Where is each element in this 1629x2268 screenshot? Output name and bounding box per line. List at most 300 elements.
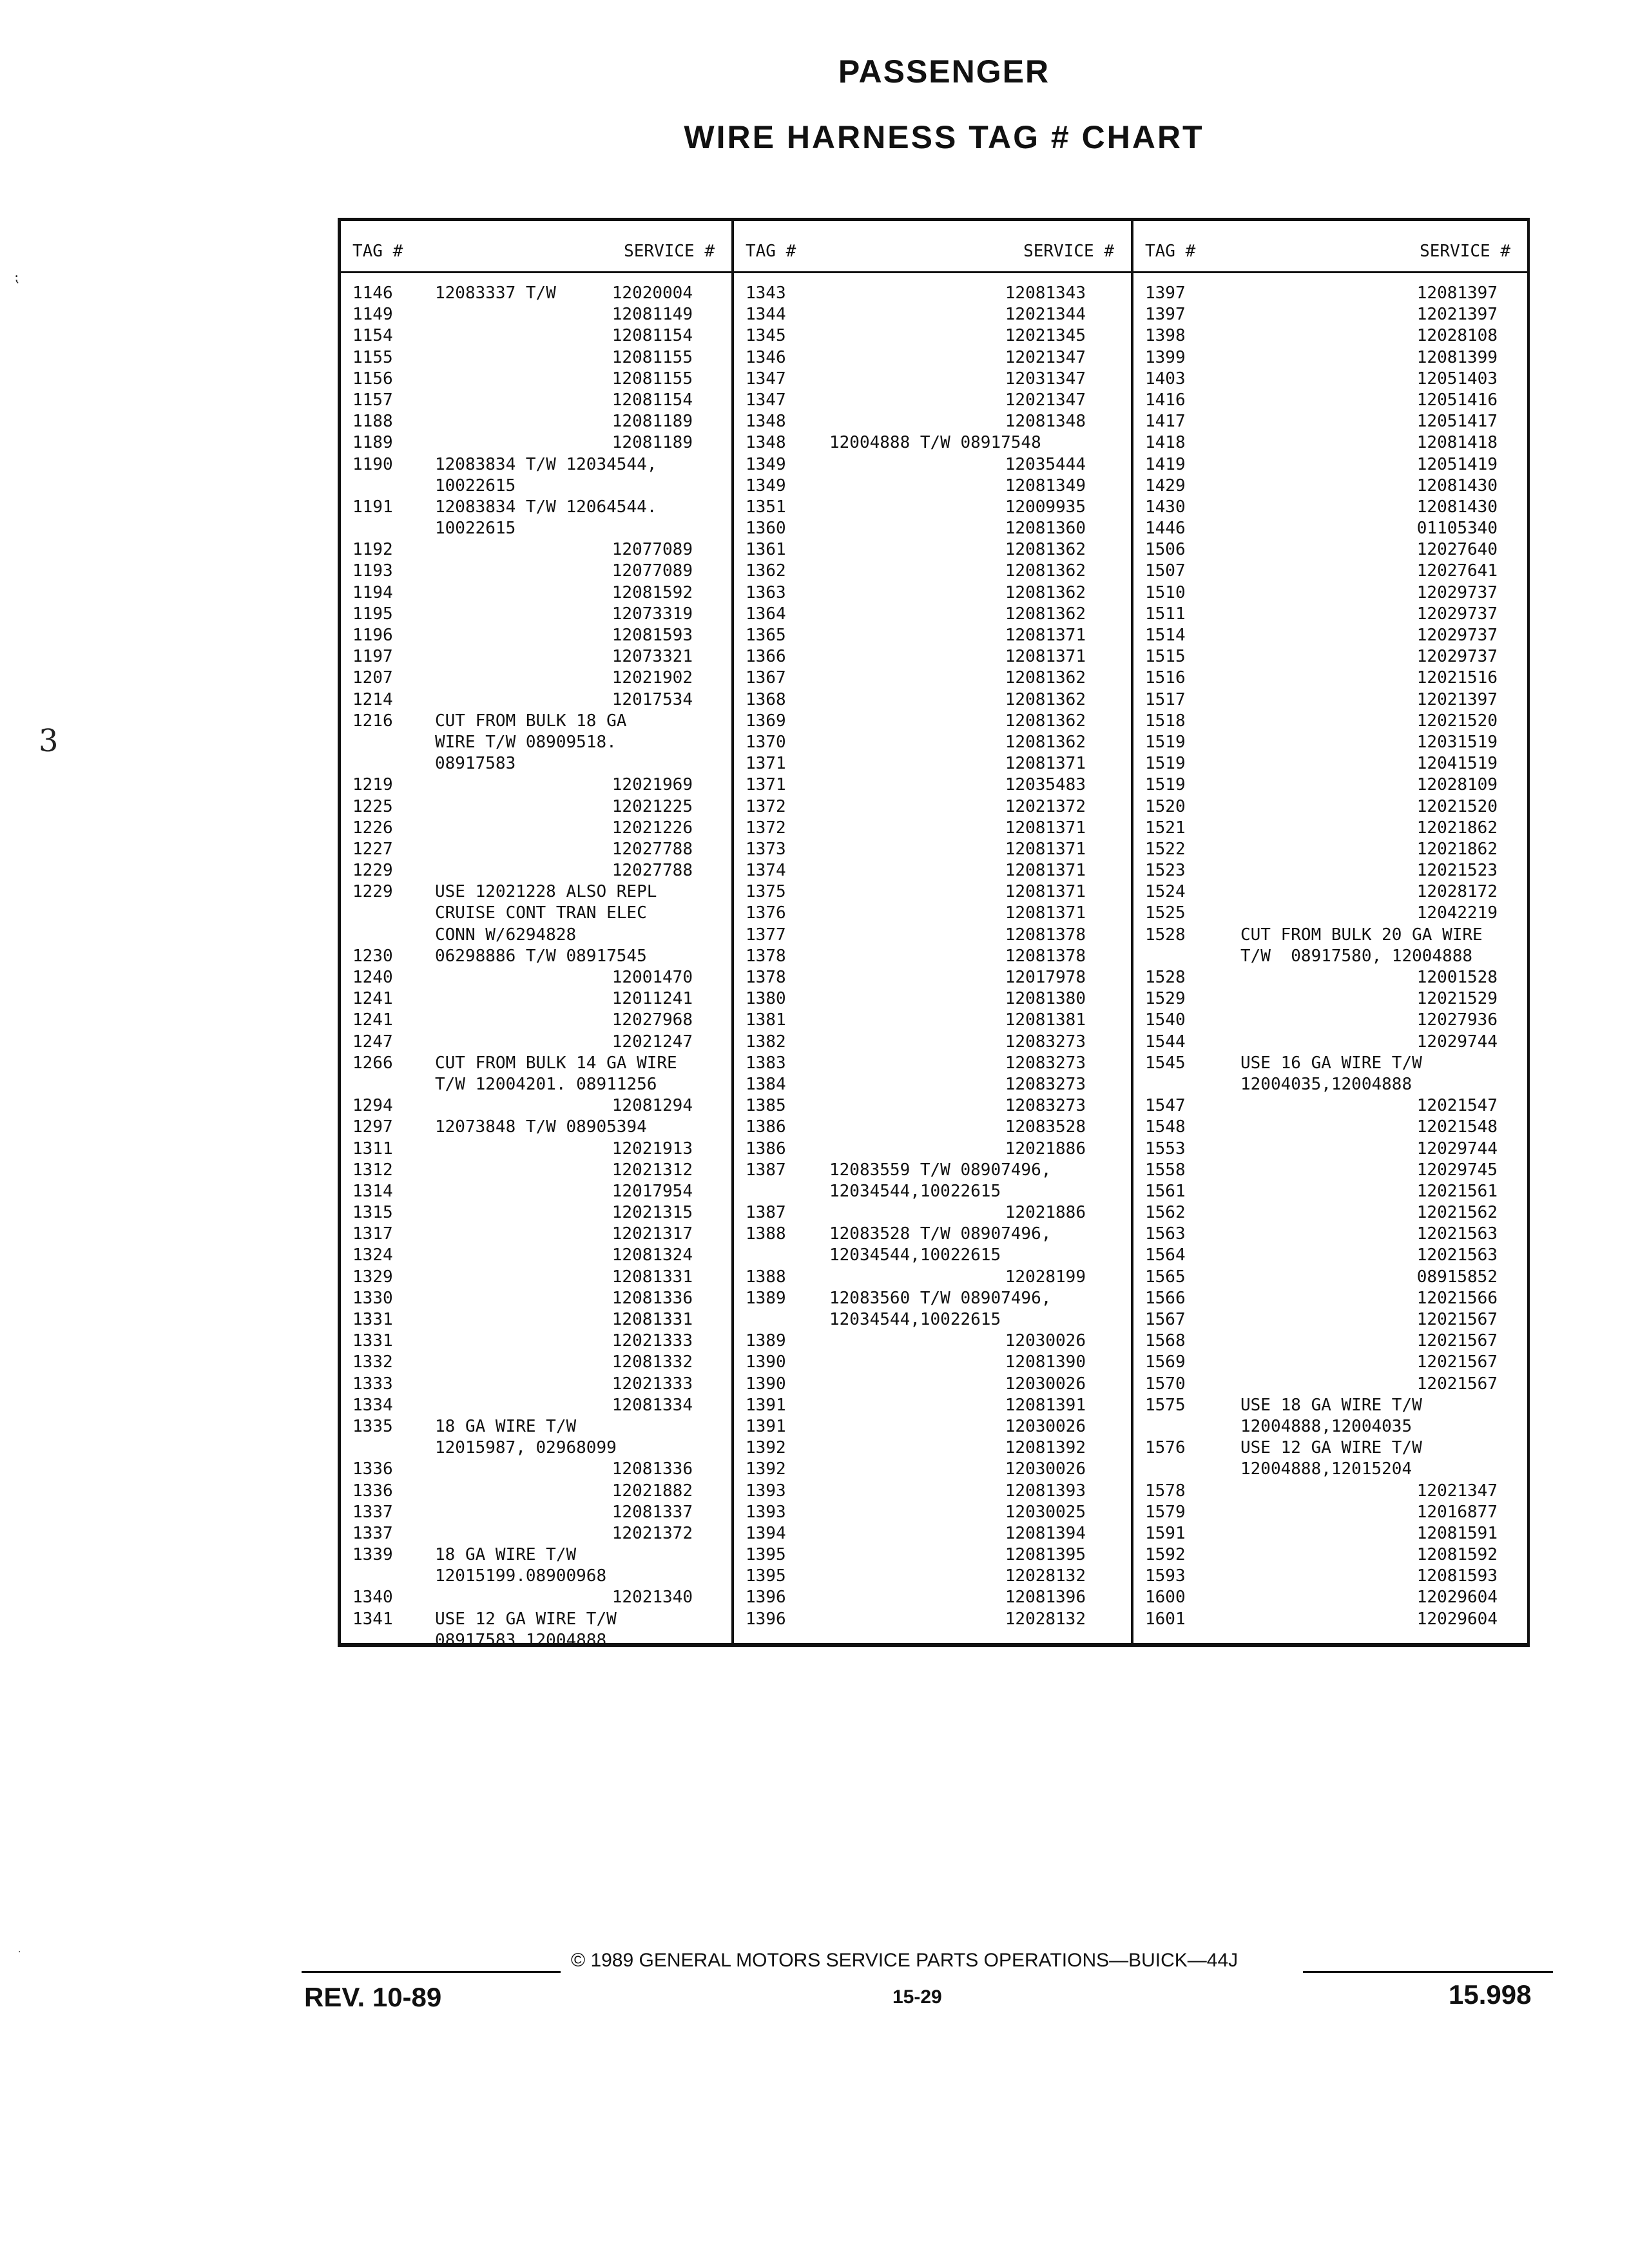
service-number: 12017534 [612, 689, 693, 709]
tag-number: 1367 [746, 668, 786, 688]
service-description: CUT FROM BULK 14 GA WIRE [435, 1053, 677, 1073]
table-row [341, 1630, 731, 1651]
service-number: 12021562 [1416, 1203, 1498, 1223]
tag-number: 1372 [746, 818, 786, 838]
table-row [341, 1095, 731, 1117]
service-number: 12021347 [1005, 390, 1086, 410]
service-number: 12077089 [612, 561, 693, 581]
tag-number: 1156 [352, 369, 393, 389]
tag-number: 1515 [1145, 647, 1186, 667]
table-row [341, 347, 731, 369]
table-row [1133, 1566, 1527, 1587]
tag-number: 1564 [1145, 1245, 1186, 1265]
service-description: 12034544,10022615 [829, 1181, 1001, 1201]
tag-number: 1389 [746, 1288, 786, 1308]
service-number: 12083273 [1005, 1032, 1086, 1052]
table-row [341, 1587, 731, 1608]
service-number: 12021225 [612, 796, 693, 816]
table-row [1133, 582, 1527, 604]
service-number: 12081343 [1005, 284, 1086, 303]
service-number: 12021372 [612, 1523, 693, 1543]
table-row [1133, 1224, 1527, 1245]
tag-number: 1190 [352, 454, 393, 474]
table-row [734, 1502, 1131, 1523]
tag-number: 1568 [1145, 1331, 1186, 1351]
tag-number: 1225 [352, 796, 393, 816]
service-number: 12083528 [1005, 1117, 1086, 1137]
table-row [734, 1245, 1131, 1266]
tag-number: 1229 [352, 861, 393, 881]
table-row [1133, 1160, 1527, 1181]
tag-number: 1390 [746, 1352, 786, 1372]
table-row [341, 539, 731, 561]
tag-number: 1396 [746, 1588, 786, 1608]
service-number: 12081371 [1005, 882, 1086, 902]
service-number: 12081371 [1005, 818, 1086, 838]
service-number: 12081349 [1005, 476, 1086, 495]
tag-number: 1196 [352, 626, 393, 645]
tag-number: 1522 [1145, 839, 1186, 859]
table-row [1133, 988, 1527, 1010]
service-number: 12081155 [612, 369, 693, 389]
table-row [341, 925, 731, 946]
service-number: 12081362 [1005, 582, 1086, 602]
service-description: CRUISE CONT TRAN ELEC [435, 903, 647, 923]
service-number: 12081360 [1005, 519, 1086, 539]
service-number: 12021567 [1416, 1310, 1498, 1329]
tag-number: 1332 [352, 1352, 393, 1372]
service-number: 12016877 [1416, 1502, 1498, 1522]
table-row [1133, 1267, 1527, 1288]
table-row [734, 1267, 1131, 1288]
table-row [341, 582, 731, 604]
service-description: USE 12 GA WIRE T/W [435, 1609, 617, 1629]
tag-number: 1392 [746, 1438, 786, 1458]
tag-number: 1227 [352, 839, 393, 859]
service-description: 18 GA WIRE T/W [435, 1545, 577, 1565]
service-number: 12081371 [1005, 626, 1086, 645]
service-number: 12021344 [1005, 305, 1086, 325]
service-number: 12081381 [1005, 1010, 1086, 1030]
service-number: 12035444 [1005, 454, 1086, 474]
table-row [1133, 1609, 1527, 1630]
table-row [734, 1395, 1131, 1416]
table-row [1133, 925, 1527, 946]
tag-number: 1314 [352, 1181, 393, 1201]
tag-number: 1191 [352, 497, 393, 517]
table-row [734, 1181, 1131, 1202]
table-row [1133, 390, 1527, 411]
service-number: 01105340 [1416, 519, 1498, 539]
service-number: 12021247 [612, 1032, 693, 1052]
table-row [1133, 1202, 1527, 1224]
service-number: 12021862 [1416, 818, 1498, 838]
table-row [341, 1245, 731, 1266]
tag-number: 1346 [746, 347, 786, 367]
tag-number: 1336 [352, 1481, 393, 1501]
table-row [734, 582, 1131, 604]
table-row [1133, 1032, 1527, 1053]
table-row [1133, 432, 1527, 454]
table-row [734, 518, 1131, 539]
table-row [1133, 497, 1527, 518]
table-row [1133, 1502, 1527, 1523]
tag-number: 1369 [746, 711, 786, 731]
table-row [341, 1160, 731, 1181]
tag-number: 1395 [746, 1545, 786, 1565]
tag-number: 1373 [746, 839, 786, 859]
table-row [1133, 561, 1527, 582]
table-row [1133, 1245, 1527, 1266]
service-number: 12011241 [612, 989, 693, 1009]
service-number: 12081395 [1005, 1545, 1086, 1565]
tag-number: 1188 [352, 412, 393, 432]
tag-number: 1229 [352, 882, 393, 902]
service-number: 12081371 [1005, 861, 1086, 881]
tag-number: 1311 [352, 1139, 393, 1158]
tag-number: 1363 [746, 582, 786, 602]
table-row [1133, 796, 1527, 818]
tag-number: 1364 [746, 604, 786, 624]
service-number: 12081149 [612, 305, 693, 325]
table-row [734, 903, 1131, 924]
service-number: 12021520 [1416, 796, 1498, 816]
service-description: USE 16 GA WIRE T/W [1240, 1053, 1422, 1073]
tag-number: 1247 [352, 1032, 393, 1052]
table-row [734, 988, 1131, 1010]
table-row [734, 1459, 1131, 1480]
service-number: 12021563 [1416, 1245, 1498, 1265]
tag-number: 1193 [352, 561, 393, 581]
table-row [341, 711, 731, 732]
service-number: 12081362 [1005, 540, 1086, 560]
service-number: 12027788 [612, 861, 693, 881]
margin-dot-icon: · [18, 1947, 21, 1957]
tag-number: 1330 [352, 1288, 393, 1308]
tag-number: 1600 [1145, 1588, 1186, 1608]
tag-number: 1566 [1145, 1288, 1186, 1308]
service-number: 12081430 [1416, 476, 1498, 495]
table-row [341, 1352, 731, 1373]
tag-number: 1368 [746, 689, 786, 709]
page-title: PASSENGER [838, 53, 1050, 90]
service-description: CUT FROM BULK 20 GA WIRE [1240, 925, 1483, 945]
tag-number: 1377 [746, 925, 786, 945]
table-row [1133, 1395, 1527, 1416]
tag-number: 1348 [746, 412, 786, 432]
service-number: 12081154 [612, 390, 693, 410]
tag-number: 1371 [746, 775, 786, 795]
table-row [734, 946, 1131, 967]
service-number: 12021397 [1416, 689, 1498, 709]
service-description: 12004888 T/W 08917548 [829, 433, 1041, 453]
tag-number: 1341 [352, 1609, 393, 1629]
tag-number: 1547 [1145, 1096, 1186, 1116]
service-number: 12021347 [1005, 347, 1086, 367]
table-row [734, 1416, 1131, 1437]
service-description: 12083559 T/W 08907496, [829, 1160, 1052, 1180]
table-row [734, 753, 1131, 774]
tag-number: 1294 [352, 1096, 393, 1116]
table-row [341, 561, 731, 582]
tag-number: 1317 [352, 1224, 393, 1244]
service-description: CONN W/6294828 [435, 925, 577, 945]
tag-number: 1393 [746, 1481, 786, 1501]
service-number: 12081418 [1416, 433, 1498, 453]
table-row [1133, 1459, 1527, 1480]
tag-number: 1524 [1145, 882, 1186, 902]
service-description: USE 18 GA WIRE T/W [1240, 1395, 1422, 1415]
service-number: 12042219 [1416, 903, 1498, 923]
table-row [1133, 1181, 1527, 1202]
column-header [341, 242, 731, 267]
tag-number: 1381 [746, 1010, 786, 1030]
table-row [341, 753, 731, 774]
tag-number: 1376 [746, 903, 786, 923]
tag-number: 1344 [746, 305, 786, 325]
table-row [734, 1139, 1131, 1160]
revision-label: REV. 10-89 [304, 1982, 442, 2012]
service-description: 12034544,10022615 [829, 1245, 1001, 1265]
service-description: 12004035,12004888 [1240, 1074, 1412, 1094]
service-description: 12083560 T/W 08907496, [829, 1288, 1052, 1308]
service-number: 08915852 [1416, 1267, 1498, 1287]
tag-number: 1519 [1145, 775, 1186, 795]
tag-number: 1523 [1145, 861, 1186, 881]
tag-number: 1345 [746, 326, 786, 346]
service-number: 12020004 [612, 284, 693, 303]
table-row [341, 1566, 731, 1587]
service-number: 12009935 [1005, 497, 1086, 517]
tag-number: 1226 [352, 818, 393, 838]
service-number: 12031519 [1416, 732, 1498, 752]
service-description: 08917583 [435, 754, 516, 774]
service-number: 12081392 [1005, 1438, 1086, 1458]
table-row [1133, 1309, 1527, 1331]
tag-number: 1370 [746, 732, 786, 752]
tag-number: 1516 [1145, 668, 1186, 688]
table-row [341, 518, 731, 539]
tag-number: 1578 [1145, 1481, 1186, 1501]
table-row [1133, 860, 1527, 881]
table-row [1133, 689, 1527, 711]
service-number: 12021969 [612, 775, 693, 795]
tag-number: 1601 [1145, 1609, 1186, 1629]
service-number: 12081362 [1005, 732, 1086, 752]
tag-number: 1576 [1145, 1438, 1186, 1458]
service-number: 12021529 [1416, 989, 1498, 1009]
table-row [734, 432, 1131, 454]
tag-number: 1396 [746, 1609, 786, 1629]
service-number: 12081397 [1416, 284, 1498, 303]
service-number: 12030026 [1005, 1374, 1086, 1394]
service-description: 12015987, 02968099 [435, 1438, 617, 1458]
table-row [1133, 881, 1527, 903]
service-number: 12073319 [612, 604, 693, 624]
tag-number: 1592 [1145, 1545, 1186, 1565]
service-description: 18 GA WIRE T/W [435, 1416, 577, 1436]
table-row [1133, 539, 1527, 561]
table-row [341, 1202, 731, 1224]
service-number: 12028132 [1005, 1609, 1086, 1629]
table-row [341, 1224, 731, 1245]
tag-number: 1506 [1145, 540, 1186, 560]
service-number: 12051403 [1416, 369, 1498, 389]
tag-number: 1297 [352, 1117, 393, 1137]
table-row [1133, 711, 1527, 732]
service-number: 12017954 [612, 1181, 693, 1201]
tag-number: 1403 [1145, 369, 1186, 389]
tag-number: 1387 [746, 1160, 786, 1180]
service-number: 12021567 [1416, 1331, 1498, 1351]
tag-number: 1371 [746, 754, 786, 774]
margin-mark-text: 3 [39, 723, 59, 759]
service-number: 12077089 [612, 540, 693, 560]
table-row [341, 497, 731, 518]
service-number: 12027640 [1416, 540, 1498, 560]
tag-number: 1219 [352, 775, 393, 795]
service-number: 12081362 [1005, 561, 1086, 581]
tag-number: 1315 [352, 1203, 393, 1223]
tag-number: 1349 [746, 476, 786, 495]
table-row [734, 325, 1131, 347]
tag-number: 1518 [1145, 711, 1186, 731]
tag-number: 1520 [1145, 796, 1186, 816]
table-row [1133, 1117, 1527, 1138]
margin-speck-icon: ⁏ [14, 269, 19, 285]
service-number: 12031347 [1005, 369, 1086, 389]
table-row [1133, 839, 1527, 860]
tag-number: 1189 [352, 433, 393, 453]
service-description: 12034544,10022615 [829, 1310, 1001, 1329]
tag-number: 1155 [352, 347, 393, 367]
table-row [734, 561, 1131, 582]
service-number: 12021340 [612, 1588, 693, 1608]
table-row [734, 390, 1131, 411]
table-row [734, 283, 1131, 304]
table-row [341, 881, 731, 903]
table-row [734, 1095, 1131, 1117]
tag-number: 1378 [746, 946, 786, 966]
tag-number: 1214 [352, 689, 393, 709]
service-description: CUT FROM BULK 18 GA [435, 711, 627, 731]
tag-number: 1388 [746, 1224, 786, 1244]
table-row [1133, 1416, 1527, 1437]
tag-number: 1361 [746, 540, 786, 560]
service-number: 12028108 [1416, 326, 1498, 346]
table-row [734, 860, 1131, 881]
table-row [734, 1032, 1131, 1053]
service-number: 12021345 [1005, 326, 1086, 346]
table-row [1133, 411, 1527, 432]
tag-number: 1507 [1145, 561, 1186, 581]
tag-number: 1335 [352, 1416, 393, 1436]
tag-number: 1579 [1145, 1502, 1186, 1522]
tag-header: TAG # [352, 242, 403, 261]
table-row [734, 1374, 1131, 1395]
table-row [341, 1074, 731, 1095]
table-row [734, 796, 1131, 818]
table-row [734, 1309, 1131, 1331]
tag-number: 1544 [1145, 1032, 1186, 1052]
service-number: 12081399 [1416, 347, 1498, 367]
tag-number: 1399 [1145, 347, 1186, 367]
table-row [341, 1437, 731, 1459]
service-number: 12083273 [1005, 1096, 1086, 1116]
tag-number: 1374 [746, 861, 786, 881]
service-number: 12001470 [612, 968, 693, 987]
table-row [734, 689, 1131, 711]
table-row [1133, 967, 1527, 988]
service-number: 12081430 [1416, 497, 1498, 517]
tag-number: 1563 [1145, 1224, 1186, 1244]
tag-number: 1382 [746, 1032, 786, 1052]
tag-number: 1340 [352, 1588, 393, 1608]
table-row [734, 818, 1131, 839]
service-number: 12021516 [1416, 668, 1498, 688]
table-row [1133, 646, 1527, 668]
service-number: 12021902 [612, 668, 693, 688]
table-row [341, 774, 731, 796]
table-row [341, 1523, 731, 1544]
table-row [341, 1309, 731, 1331]
table-row [341, 967, 731, 988]
table-row [734, 1609, 1131, 1630]
tag-number: 1521 [1145, 818, 1186, 838]
column-rows [1133, 283, 1527, 1630]
table-row [341, 390, 731, 411]
service-number: 12081593 [1416, 1566, 1498, 1586]
table-row [341, 304, 731, 325]
table-row [341, 839, 731, 860]
tag-number: 1528 [1145, 925, 1186, 945]
service-description: 12015199.08900968 [435, 1566, 607, 1586]
service-description: T/W 12004201. 08911256 [435, 1074, 657, 1094]
table-row [341, 1502, 731, 1523]
table-row [734, 347, 1131, 369]
tag-number: 1419 [1145, 454, 1186, 474]
column-header [1133, 242, 1527, 267]
tag-number: 1339 [352, 1545, 393, 1565]
table-row [734, 774, 1131, 796]
column-rows [734, 283, 1131, 1630]
tag-number: 1334 [352, 1395, 393, 1415]
service-number: 12081371 [1005, 903, 1086, 923]
service-number: 12081324 [612, 1245, 693, 1265]
table-row [1133, 369, 1527, 390]
tag-header: TAG # [746, 242, 796, 261]
table-row [341, 476, 731, 497]
service-number: 12081189 [612, 433, 693, 453]
table-row [734, 476, 1131, 497]
table-row [341, 1032, 731, 1053]
tag-number: 1347 [746, 369, 786, 389]
service-number: 12021561 [1416, 1181, 1498, 1201]
tag-number: 1387 [746, 1203, 786, 1223]
table-row [734, 1202, 1131, 1224]
tag-number: 1389 [746, 1331, 786, 1351]
table-row [1133, 625, 1527, 646]
table-row [734, 1288, 1131, 1309]
service-number: 12029737 [1416, 626, 1498, 645]
table-row [734, 1352, 1131, 1373]
service-number: 12021523 [1416, 861, 1498, 881]
service-description: 12083834 T/W 12064544. [435, 497, 657, 517]
service-number: 12081390 [1005, 1352, 1086, 1372]
tag-number: 1372 [746, 796, 786, 816]
tag-number: 1519 [1145, 732, 1186, 752]
table-row [341, 668, 731, 689]
